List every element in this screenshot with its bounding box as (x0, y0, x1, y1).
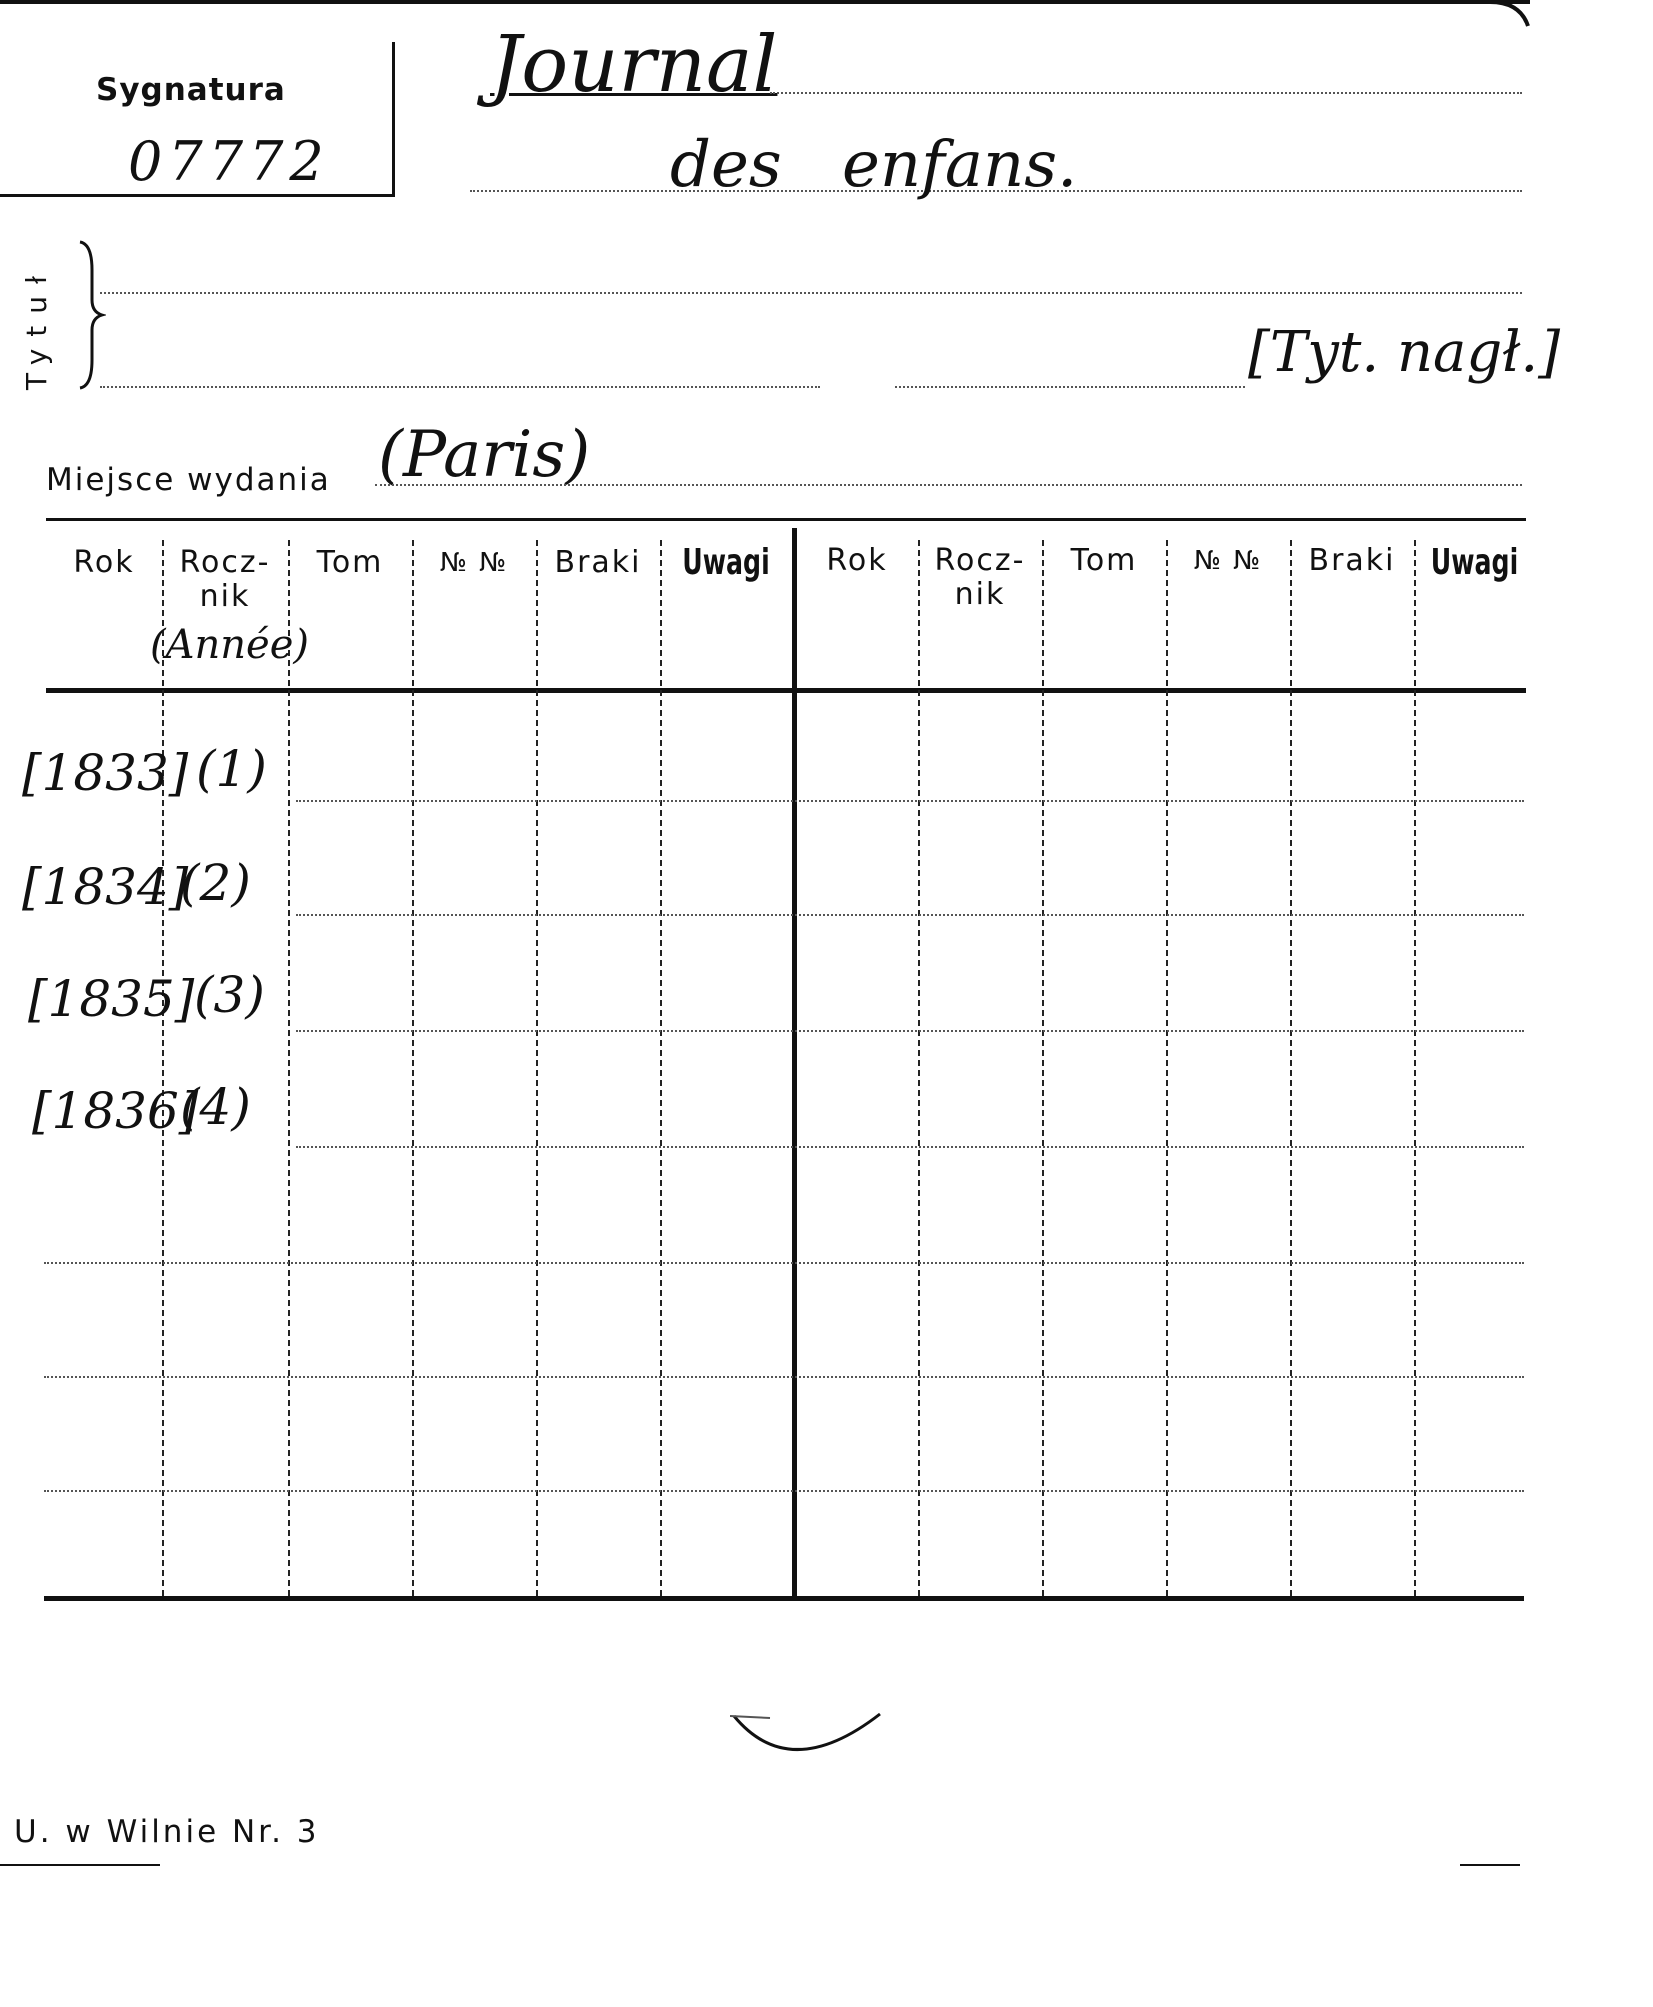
annee-note: (Année) (150, 622, 309, 668)
signature-box (0, 42, 395, 197)
entry-year-4: [1836] (32, 1082, 199, 1140)
col-header-braki-right: Braki (1308, 543, 1396, 578)
col-divider-r1 (918, 540, 920, 1596)
entry-year-2: [1834] (22, 858, 189, 916)
col-header-braki-left: Braki (554, 545, 642, 580)
col-divider-l1 (162, 540, 164, 1596)
col-header-uwagi-right: Uwagi (1430, 542, 1519, 583)
entry-year-1: [1833] (22, 744, 189, 802)
signature-value: 07772 (128, 130, 330, 193)
col-divider-l2 (288, 540, 290, 1596)
col-header-rok-right: Rok (826, 543, 888, 578)
col-divider-l4 (536, 540, 538, 1596)
title-brace (76, 240, 106, 390)
col-header-uwagi-left: Uwagi (682, 542, 770, 583)
footer-right-line (1460, 1864, 1520, 1866)
col-header-tom-right: Tom (1070, 543, 1138, 578)
entry-volume-3: (3) (194, 966, 265, 1024)
title-side-label: Tytuł (20, 264, 53, 390)
entry-year-3: [1835] (28, 970, 195, 1028)
row-line-5 (44, 1262, 1524, 1264)
title-dotted-line-4 (100, 386, 820, 388)
table-bottom-line (44, 1596, 1524, 1601)
row-line-3 (296, 1030, 1524, 1032)
entry-volume-4: (4) (180, 1078, 251, 1136)
title-line2: des enfans. (670, 128, 1078, 202)
col-header-rok-left: Rok (73, 545, 135, 580)
title-dotted-line-5 (895, 386, 1245, 388)
row-line-7 (44, 1490, 1524, 1492)
col-header-numbers-left: № № (439, 548, 509, 578)
title-line1: Journal (490, 20, 778, 110)
col-divider-l3 (412, 540, 414, 1596)
row-line-1 (296, 800, 1524, 802)
col-divider-r5 (1414, 540, 1416, 1596)
col-header-tom-left: Tom (316, 545, 384, 580)
place-dotted-line (375, 484, 1522, 486)
col-header-rocznik-left: Rocz- nik (179, 545, 271, 614)
title-dotted-line-3 (100, 292, 1522, 294)
col-divider-r3 (1166, 540, 1168, 1596)
entry-volume-2: (2) (180, 854, 251, 912)
col-header-rocznik-right: Rocz- nik (934, 543, 1026, 612)
corner-curve (1490, 0, 1530, 30)
table-center-divider (792, 528, 797, 1598)
footer-left-line (0, 1864, 160, 1866)
entry-volume-1: (1) (196, 740, 267, 798)
title-note: [Tyt. nagł.] (1248, 320, 1561, 385)
col-divider-r2 (1042, 540, 1044, 1596)
row-line-2 (296, 914, 1524, 916)
curved-pencil-mark (730, 1710, 890, 1780)
col-header-numbers-right: № № (1193, 546, 1263, 576)
col-divider-r4 (1290, 540, 1292, 1596)
signature-label: Sygnatura (96, 72, 286, 108)
place-label: Miejsce wydania (46, 462, 331, 498)
top-border (0, 0, 1530, 4)
table-top-line (46, 518, 1526, 521)
col-divider-l5 (660, 540, 662, 1596)
table-header-bottom-line (46, 688, 1526, 693)
row-line-4 (296, 1146, 1524, 1148)
footer-text: U. w Wilnie Nr. 3 (14, 1814, 320, 1850)
row-line-6 (44, 1376, 1524, 1378)
title-dotted-line-1 (770, 92, 1522, 94)
place-value: (Paris) (378, 418, 591, 492)
